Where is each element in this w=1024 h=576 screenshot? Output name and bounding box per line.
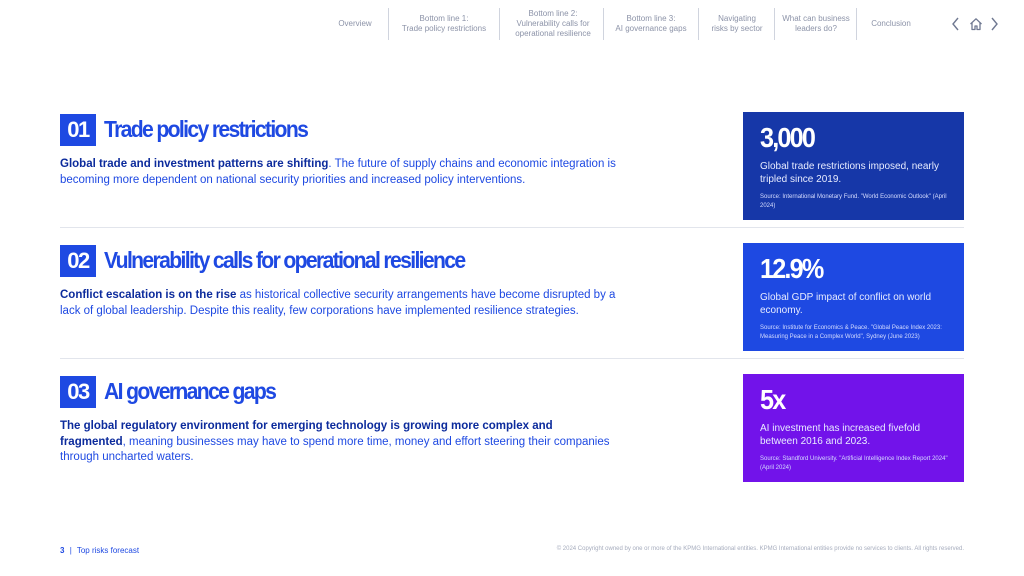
copyright-notice: © 2024 Copyright owned by one or more of the KPMG International entities. KPMG International entities provide no services to clients. All rights reserved. [556, 546, 964, 552]
stat-card-gdp-impact [743, 243, 964, 351]
nav-separator [603, 8, 604, 40]
stat-source: Source: Standford University. "Artificial Intelligence Index Report 2024" (April 2024) [760, 456, 948, 471]
nav-item-business-leaders[interactable]: What can business leaders do? [782, 14, 850, 33]
nav-separator [388, 8, 389, 40]
nav-separator [698, 8, 699, 40]
footer-separator: | [69, 546, 72, 555]
chevron-right-icon[interactable] [984, 14, 1004, 34]
section-text: as historical collective security arrangements have become disrupted by a lack of global leadership. Despite this reality, few corporations have implemented resilience strategies. [60, 289, 616, 317]
section-text: , meaning businesses may have to spend more time, money and effort steering their companies through uncharted waters. [60, 435, 610, 463]
section-title: AI governance gaps [104, 378, 276, 404]
section-title: Vulnerability calls for operational resilience [104, 247, 465, 273]
nav-item-trade-policy[interactable]: Bottom line 1: Trade policy restrictions [401, 14, 487, 33]
stat-description: AI investment has increased fivefold between 2016 and 2023. [760, 423, 921, 447]
stat-card-ai-investment [743, 374, 964, 482]
section-number-badge: 02 [60, 245, 96, 277]
section-number-badge: 03 [60, 376, 96, 408]
stat-value: 12.9% [760, 253, 823, 284]
stat-source: Source: International Monetary Fund. "World Economic Outlook" (April 2024) [760, 194, 947, 209]
section-divider [60, 227, 964, 228]
nav-separator [499, 8, 500, 40]
chevron-left-icon[interactable] [946, 14, 966, 34]
section-body [60, 288, 620, 319]
section-divider [60, 358, 964, 359]
section-lead: The global regulatory environment for emerging technology is growing more complex and fragmented [60, 420, 553, 448]
home-icon[interactable] [966, 14, 986, 34]
section-lead: Global trade and investment patterns are shifting [60, 158, 329, 170]
nav-item-vulnerability[interactable]: Bottom line 2: Vulnerability calls for operational resilience [515, 9, 591, 38]
section-title: Trade policy restrictions [104, 116, 308, 142]
section-text: . The future of supply chains and economic integration is becoming more dependent on national security priorities and increased policy interventions. [60, 158, 616, 186]
nav-separator [774, 8, 775, 40]
section-lead: Conflict escalation is on the rise [60, 289, 237, 301]
stat-description: Global GDP impact of conflict on world economy. [760, 292, 932, 316]
section-body [60, 157, 620, 188]
top-navigation [326, 6, 1016, 42]
stat-card-trade-restrictions [743, 112, 964, 220]
stat-value: 3,000 [760, 122, 815, 153]
stat-source: Source: Institute for Economics & Peace. "Global Peace Index 2023: Measuring Peace in a Complex World", Sydney (June 2023) [760, 325, 942, 340]
stat-value: 5x [760, 384, 785, 415]
nav-separator [856, 8, 857, 40]
section-number-badge: 01 [60, 114, 96, 146]
page-number: 3 [60, 546, 65, 555]
stat-description: Global trade restrictions imposed, nearly tripled since 2019. [760, 161, 939, 185]
nav-item-conclusion[interactable]: Conclusion [871, 19, 911, 28]
nav-item-overview[interactable]: Overview [338, 19, 372, 28]
nav-item-risks-by-sector[interactable]: Navigating risks by sector [711, 14, 763, 33]
nav-item-ai-governance[interactable]: Bottom line 3: AI governance gaps [615, 14, 687, 33]
document-title: Top risks forecast [76, 546, 140, 555]
section-body [60, 419, 620, 466]
footer-page-info [60, 546, 139, 555]
